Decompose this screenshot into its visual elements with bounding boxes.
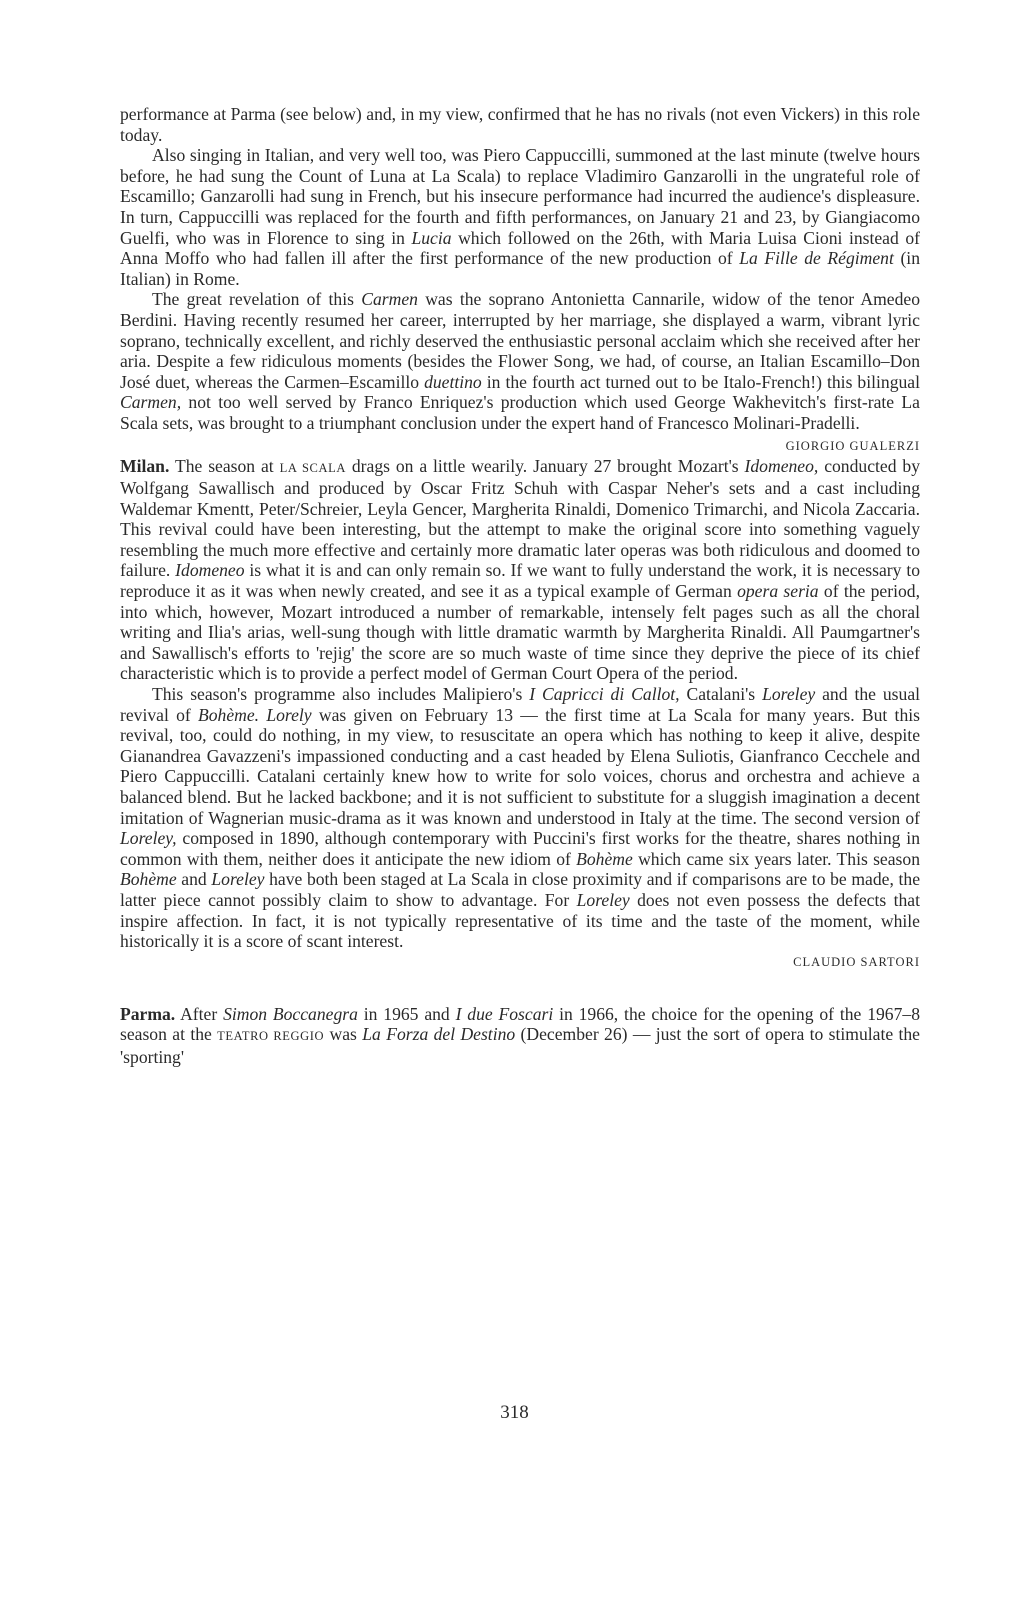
text-run: in 1965 and bbox=[357, 1003, 456, 1024]
opera-title: Loreley bbox=[762, 684, 816, 705]
author-signature: CLAUDIO SARTORI bbox=[793, 954, 920, 969]
text-run: drags on a little wearily. January 27 brought Mozart's bbox=[345, 455, 745, 476]
text-run: and the usual revival of bbox=[120, 684, 921, 725]
paragraph bbox=[120, 684, 920, 952]
opera-title: Carmen, bbox=[120, 392, 182, 413]
text-run: Also singing in Italian, and very well too, was Piero Cappuccilli, summoned at the last minute (twelve hours before, he had sung the Count of Luna at La Scala) to replace Vladimiro Ganzarolli in the ungrateful role of Escamillo; Ganzarolli had sung in French, but his insecure performance had incurred the audience's displeasure. In turn, Cappuccilli was replaced for the fourth and fifth performances, on January 21 and 23, by Giangiacomo Guelfi, who was in Florence to sing in bbox=[120, 145, 920, 248]
text-run: which followed on the 26th, with Maria Luisa Cioni instead of Anna Moffo who had fallen ill after the first performance of the new production of bbox=[120, 227, 920, 269]
opera-title: Lucia bbox=[411, 227, 452, 248]
text-run: have both been staged at La Scala in close proximity and if comparisons are to be made, the latter piece cannot possibly claim to show to advantage. For bbox=[120, 869, 920, 910]
venue-name: TEATRO REGGIO bbox=[217, 1029, 325, 1044]
text-run: which came six years later. This season bbox=[632, 848, 920, 869]
opera-title: Carmen bbox=[361, 289, 418, 310]
text-run: not too well served by Franco Enriquez's production which used George Wakhevitch's first-rate La Scala sets, was brought to a triumphant conclusion under the expert hand of Francesco Molinari-Pradelli. bbox=[120, 392, 920, 433]
text-run: The great revelation of this bbox=[152, 289, 362, 310]
text-run: conducted by Wolfgang Sawallisch and produced by Oscar Fritz Schuh with Caspar Neher's sets and a cast including Waldemar Kmentt, Peter/Schreier, Leyla Gencer, Margherita Rinaldi, Domenico Trimarchi, and Nicola Zaccaria. This revival could have been interesting, but the attempt to make the original score into something vaguely resembling the much more effective and certainly more dramatic later operas was both ridiculous and doomed to failure. bbox=[120, 455, 920, 581]
milan-section bbox=[120, 456, 920, 685]
paragraph bbox=[120, 104, 920, 145]
paragraph-text: performance at Parma (see below) and, in my view, confirmed that he has no rivals (not even Vickers) in this role today. bbox=[120, 104, 920, 145]
text-run: was given on February 13 — the first time at La Scala for many years. But this revival, too, could do nothing, in my view, to resuscitate an opera which has nothing to keep it alive, despite Gianandrea Gavazzeni's impassioned conducting and a cast headed by Elena Suliotis, Gianfranco Cecchele and Piero Cappuccilli. Catalani certainly knew how to write for solo voices, chorus and orchestra and achieve a balanced blend. But he lacked backbone; and it is not sufficient to substitute for a sluggish imagination a decent imitation of Wagnerian music-drama as it was known and understood in Italy at the time. The second version of bbox=[120, 704, 920, 828]
text-run: This season's programme also includes Malipiero's bbox=[152, 684, 530, 705]
article-body bbox=[120, 104, 920, 1068]
opera-title: La Forza del Destino bbox=[362, 1024, 516, 1045]
text-run: in 1966, the choice for the opening of the 1967–8 season at the bbox=[120, 1003, 920, 1045]
venue-name: LA SCALA bbox=[279, 460, 346, 475]
text-run: was bbox=[324, 1024, 363, 1045]
opera-title: Loreley bbox=[576, 889, 630, 910]
opera-title: Bohème bbox=[576, 848, 633, 869]
opera-title: Idomeneo, bbox=[744, 455, 819, 476]
section-heading: Milan. bbox=[120, 455, 170, 476]
section-heading: Parma. bbox=[120, 1003, 176, 1024]
opera-title: Lorely bbox=[266, 704, 312, 725]
opera-title: Loreley bbox=[211, 869, 265, 890]
text-run: is what it is and can only remain so. If we want to fully understand the work, it is necessary to reproduce it as it was when newly created, and see it as a typical example of German bbox=[120, 560, 921, 602]
text-run: of the period, into which, however, Mozart introduced a number of remarkable, intensely felt pages such as all the choral writing and Ilia's arias, well-sung though with little dramatic warmth by Margherita Rinaldi. All Paumgartner's and Sawallisch's efforts to 'rejig' the score are so much waste of time since they deprive the piece of its chief characteristic which is to provide a perfect model of German Court Opera of the period. bbox=[120, 581, 920, 684]
author-signature: GIORGIO GUALERZI bbox=[785, 438, 920, 453]
text-run: composed in 1890, although contemporary with Puccini's first works for the theatre, shares nothing in common with them, neither does it anticipate the new idiom of bbox=[120, 828, 920, 869]
opera-title: Bohème bbox=[120, 869, 177, 890]
opera-title: Idomeneo bbox=[175, 560, 245, 581]
text-run: was the soprano Antonietta Cannarile, widow of the tenor Amedeo Berdini. Having recently resumed her career, interrupted by her marriage, she displayed a warm, vibrant lyric soprano, technically excellent, and richly deserved the enthusiastic personal acclaim which she received after her aria. Despite a few ridiculous moments (besides the Flower Song, we had, of course, an Italian Escamillo–Don José duet, whereas the Carmen–Escamillo bbox=[120, 289, 920, 392]
text-run: (December 26) — just the sort of opera to stimulate the 'sporting' bbox=[120, 1024, 920, 1067]
text-run: does not even possess the defects that inspire affection. In fact, it is not typically representative of its time and the taste of the moment, while historically it is a score of scant interest. bbox=[120, 889, 920, 952]
opera-title: I due Foscari bbox=[455, 1003, 554, 1024]
paragraph bbox=[120, 289, 920, 453]
opera-title: Bohème. bbox=[198, 704, 260, 725]
parma-section bbox=[120, 1004, 920, 1068]
page-number: 318 bbox=[500, 1402, 529, 1423]
text-run: The season at bbox=[169, 455, 280, 476]
text-run: in the fourth act turned out to be Italo-French!) this bilingual bbox=[481, 371, 920, 392]
opera-title: Loreley, bbox=[120, 828, 177, 849]
opera-title: La Fille de Régiment bbox=[739, 248, 894, 269]
text-run: After bbox=[175, 1003, 224, 1024]
text-run: Catalani's bbox=[679, 684, 763, 705]
text-run: and bbox=[176, 869, 212, 890]
paragraph bbox=[120, 145, 920, 289]
opera-title: Simon Boccanegra bbox=[223, 1003, 358, 1024]
italic-term: duettino bbox=[424, 371, 482, 392]
opera-title: I Capricci di Callot, bbox=[529, 684, 680, 705]
text-run: (in Italian) in Rome. bbox=[120, 248, 920, 289]
italic-term: opera seria bbox=[737, 581, 819, 602]
